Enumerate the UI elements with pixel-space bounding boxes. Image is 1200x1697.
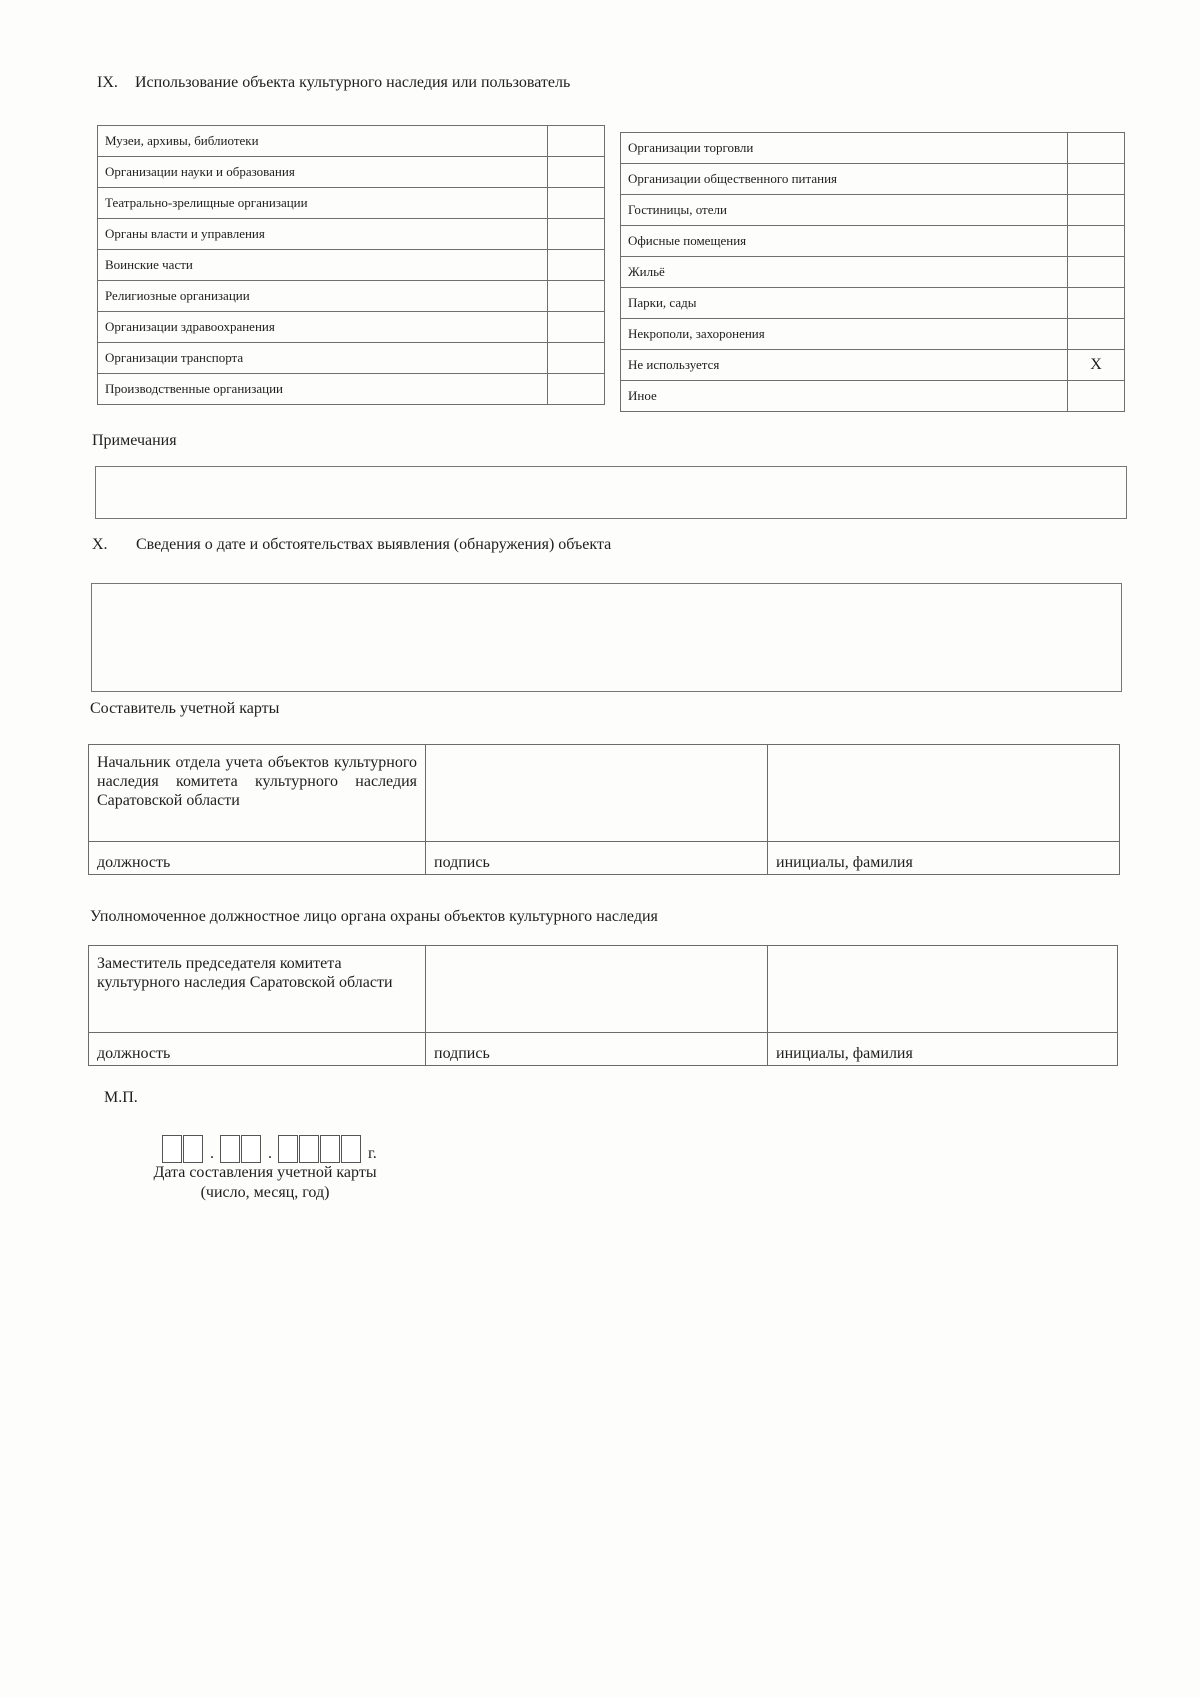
usage-checkbox[interactable] [548,281,605,312]
table-row [621,350,1125,381]
table-row [98,343,605,374]
official-signature-table [88,945,1118,1066]
usage-checkbox[interactable] [548,126,605,157]
usage-checkbox[interactable] [548,157,605,188]
usage-label: Производственные организации [98,374,548,405]
official-name-caption: инициалы, фамилия [768,1033,1118,1066]
usage-label: Иное [621,381,1068,412]
section-10-number: X. [92,536,108,553]
usage-checkbox[interactable] [1068,164,1125,195]
usage-checkbox[interactable] [1068,288,1125,319]
date-day-digit-2[interactable] [183,1135,203,1163]
date-separator: . [210,1145,214,1162]
usage-checkbox[interactable] [1068,133,1125,164]
table-row [98,281,605,312]
usage-label: Воинские части [98,250,548,281]
date-caption-line-2: (число, месяц, год) [200,1184,330,1201]
section-9-title: Использование объекта культурного наследия или пользователь [135,74,571,91]
usage-label: Театрально-зрелищные организации [98,188,548,219]
compiler-signature-field[interactable] [426,745,768,842]
date-input-group [162,1135,377,1163]
compiler-label: Составитель учетной карты [90,700,280,717]
usage-checkbox[interactable] [548,188,605,219]
compiler-signature-caption: подпись [426,842,768,875]
table-row [621,257,1125,288]
official-signature-caption: подпись [426,1033,768,1066]
table-row [621,133,1125,164]
usage-label: Организации науки и образования [98,157,548,188]
usage-checkbox[interactable] [1068,381,1125,412]
usage-label: Некрополи, захоронения [621,319,1068,350]
discovery-details-field[interactable] [91,583,1122,692]
compiler-signature-table [88,744,1120,875]
official-position-caption: должность [89,1033,426,1066]
usage-label: Организации транспорта [98,343,548,374]
table-row [98,157,605,188]
table-row [98,188,605,219]
date-year-digit-2[interactable] [299,1135,319,1163]
usage-label: Парки, сады [621,288,1068,319]
official-position: Заместитель председателя комитета культурного наследия Саратовской области [89,946,426,1033]
date-caption-line-1: Дата составления учетной карты [153,1164,377,1181]
table-row [621,164,1125,195]
date-year-digit-1[interactable] [278,1135,298,1163]
usage-label: Не используется [621,350,1068,381]
usage-checkbox[interactable] [1068,195,1125,226]
table-row [98,312,605,343]
usage-label: Органы власти и управления [98,219,548,250]
usage-checkbox[interactable] [548,250,605,281]
usage-checkbox[interactable] [548,312,605,343]
table-row [98,126,605,157]
official-label: Уполномоченное должностное лицо органа охраны объектов культурного наследия [90,908,658,925]
section-9-number: IX. [97,74,118,91]
section-10-title: Сведения о дате и обстоятельствах выявления (обнаружения) объекта [136,536,612,553]
official-name-field[interactable] [768,946,1118,1033]
usage-table-right [620,132,1125,412]
usage-label: Музеи, архивы, библиотеки [98,126,548,157]
section-10-heading [92,536,611,554]
usage-checkbox[interactable] [1068,257,1125,288]
usage-label: Организации торговли [621,133,1068,164]
stamp-label: М.П. [104,1089,138,1106]
date-day-digit-1[interactable] [162,1135,182,1163]
table-row [98,374,605,405]
date-separator: . [268,1145,272,1162]
date-year-digit-3[interactable] [320,1135,340,1163]
compiler-name-caption: инициалы, фамилия [768,842,1120,875]
compiler-name-field[interactable] [768,745,1120,842]
usage-label: Жильё [621,257,1068,288]
usage-checkbox[interactable] [1068,319,1125,350]
table-row [98,219,605,250]
table-row [621,319,1125,350]
usage-label: Религиозные организации [98,281,548,312]
usage-table-left [97,125,605,405]
notes-field[interactable] [95,466,1127,519]
date-month-digit-2[interactable] [241,1135,261,1163]
usage-checkbox[interactable] [1068,226,1125,257]
table-row [621,195,1125,226]
usage-checkbox[interactable] [548,219,605,250]
usage-checkbox[interactable] [548,374,605,405]
usage-label: Организации общественного питания [621,164,1068,195]
table-row [98,250,605,281]
usage-checkbox[interactable] [548,343,605,374]
usage-label: Гостиницы, отели [621,195,1068,226]
date-suffix: г. [368,1145,377,1162]
date-year-digit-4[interactable] [341,1135,361,1163]
table-row [621,381,1125,412]
table-row [621,226,1125,257]
usage-label: Офисные помещения [621,226,1068,257]
compiler-position: Начальник отдела учета объектов культурного наследия комитета культурного наследия Саратовской области [89,745,426,842]
official-signature-field[interactable] [426,946,768,1033]
section-9-heading [97,74,570,92]
date-caption [120,1163,410,1203]
notes-label: Примечания [92,432,177,449]
usage-checkbox[interactable]: X [1068,350,1125,381]
table-row [621,288,1125,319]
usage-label: Организации здравоохранения [98,312,548,343]
date-month-digit-1[interactable] [220,1135,240,1163]
compiler-position-caption: должность [89,842,426,875]
